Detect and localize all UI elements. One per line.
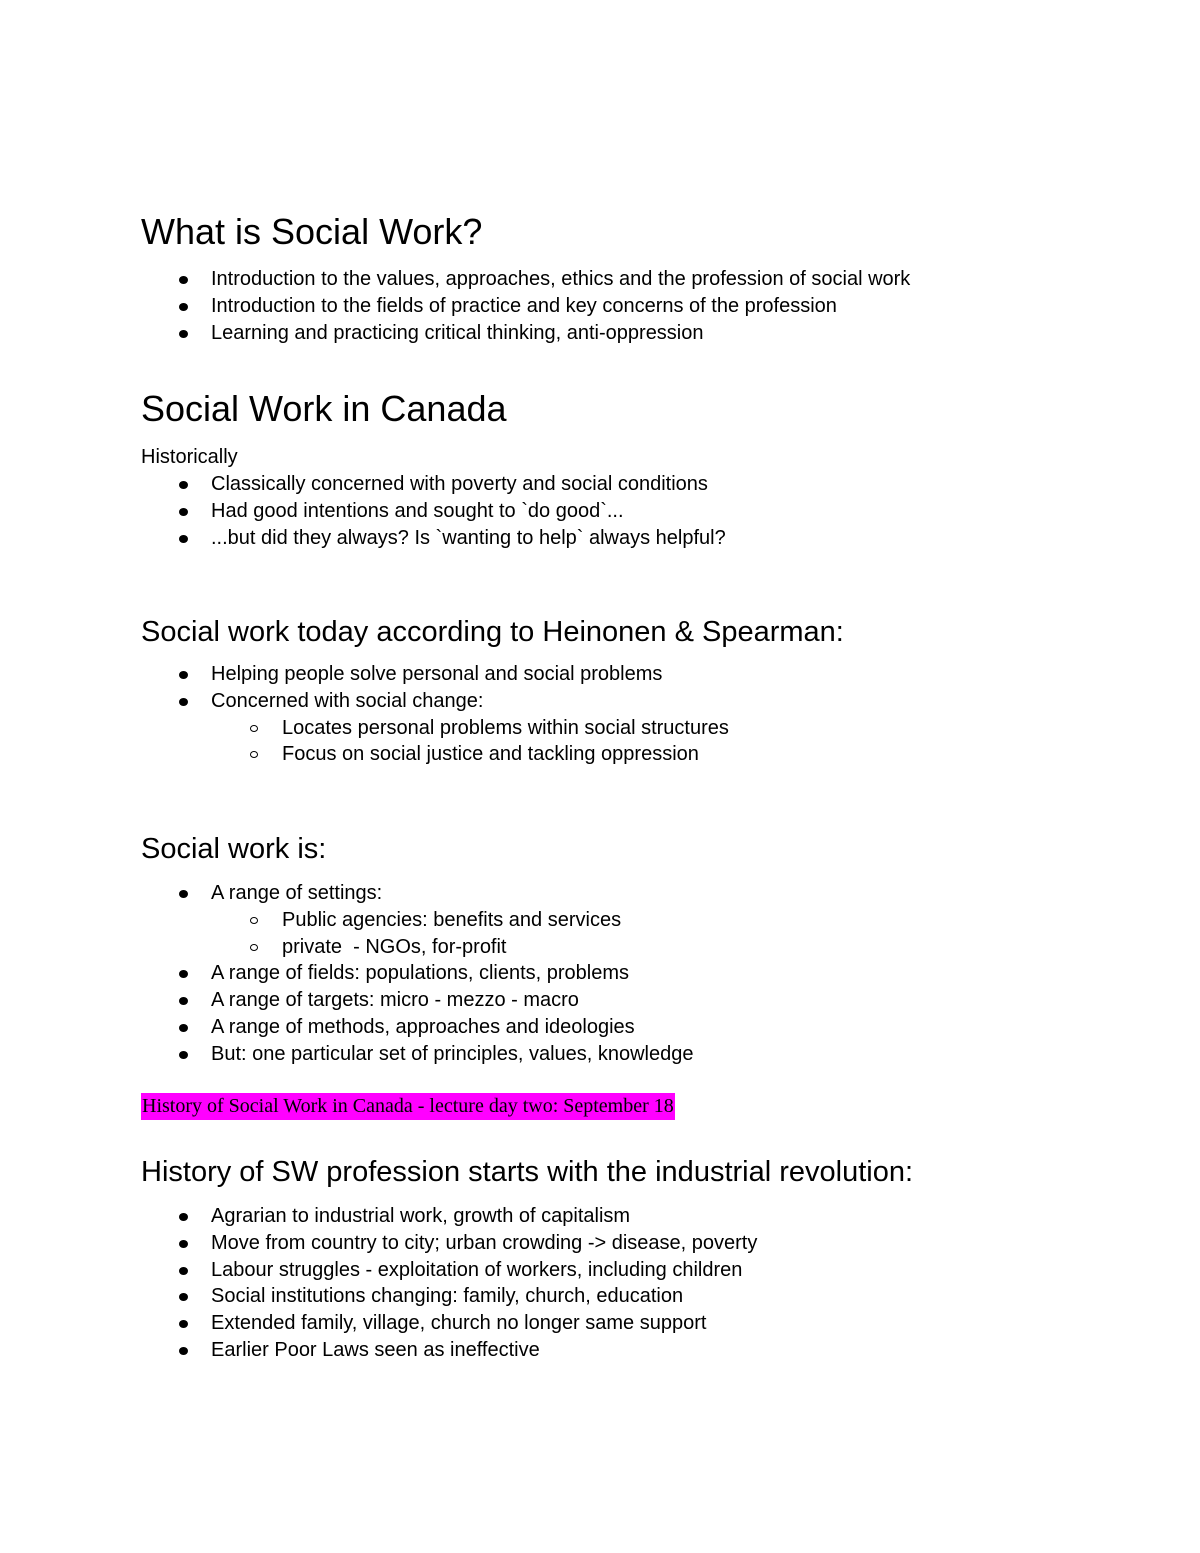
heading-history-of-sw-profession: History of SW profession starts with the industrial revolution: — [141, 1156, 914, 1188]
heading-social-work-in-canada: Social Work in Canada — [141, 388, 507, 429]
bullet-icon — [179, 1347, 188, 1355]
bullet-icon — [179, 508, 188, 516]
subheading-historically: Historically — [141, 446, 238, 468]
bullet-icon — [179, 671, 188, 679]
highlighted-lecture-note: History of Social Work in Canada - lecture day two: September 18 — [141, 1093, 675, 1120]
bullet-icon — [179, 330, 188, 338]
heading-social-work-today: Social work today according to Heinonen & Spearman: — [141, 616, 844, 648]
bullet-icon — [179, 698, 188, 706]
bullet-icon — [179, 1320, 188, 1328]
heading-what-is-social-work: What is Social Work? — [141, 211, 483, 252]
bullet-icon — [179, 890, 188, 898]
bullet-icon — [179, 276, 188, 284]
bullet-icon — [179, 535, 188, 543]
bullet-icon — [179, 1051, 188, 1059]
bullet-icon — [179, 970, 188, 978]
hollow-bullet-icon — [250, 917, 258, 924]
heading-social-work-is: Social work is: — [141, 833, 327, 865]
bullet-icon — [179, 481, 188, 489]
document-page: What is Social Work? Introduction to the values, approaches, ethics and the profession of social work Introduction to the fields of practice and key concerns of the profession Learning and practicing critical thinking, anti-oppression Social Work in Canada Historically Classically concerned with poverty and social conditions Had good intentions and sought to `do good`... ...but did they always? Is `wanting to help` always helpful? Social work today according to Heinonen & Spearman: Helping people solve personal and social problems Concerned with social change: Locates personal problems within social structures Focus on social justice and tackling oppression Social work is: A range of settings: Public agencies: benefits and services private - NGOs, for-profit A range of fields: populations, clients, problems A range of targets: micro - mezzo - macro A range of methods, approaches and ideologies But: one particular set of principles, values, knowledge History of Social Work in Canada - lecture day two: September 18 History of SW profession starts with the industrial revolution: Agrarian to industrial work, growth of capitalism Move from country to city; urban crowding -> disease, poverty Labour struggles - exploitation of workers, including children Social institutions changing: family, church, education Extended family, village, church no longer same support Earlier Poor Laws seen as ineffective — [141, 211, 914, 1361]
bullet-icon — [179, 1267, 188, 1275]
hollow-bullet-icon — [250, 725, 258, 732]
bullet-icon — [179, 1293, 188, 1301]
hollow-bullet-icon — [250, 751, 258, 758]
bullet-icon — [179, 1213, 188, 1221]
bullet-icon — [179, 303, 188, 311]
bullet-icon — [179, 1240, 188, 1248]
bullet-icon — [179, 1024, 188, 1032]
bullet-icon — [179, 997, 188, 1005]
hollow-bullet-icon — [250, 944, 258, 951]
